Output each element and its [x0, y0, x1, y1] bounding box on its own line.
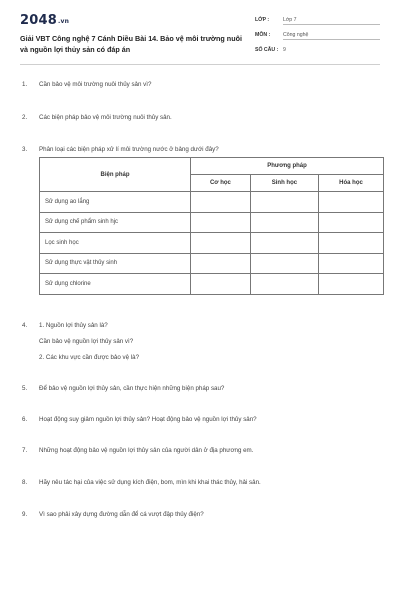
table-cell-empty[interactable] — [318, 192, 383, 213]
table-cell-empty[interactable] — [318, 212, 383, 233]
question-text: Các biện pháp bảo vệ môi trường nuôi thủy sản. — [39, 114, 172, 121]
table-row — [40, 192, 384, 213]
table-cell-empty[interactable] — [250, 253, 318, 274]
table-header-group: Phương pháp — [191, 158, 384, 175]
meta-count-label: SỐ CÂU : — [255, 47, 279, 53]
table-cell-empty[interactable] — [250, 212, 318, 233]
meta-count-value: 9 — [283, 47, 286, 53]
meta-class-value: Lớp 7 — [283, 17, 297, 23]
table-cell-method: Lọc sinh học — [40, 233, 191, 254]
question-number: 6. — [22, 416, 28, 423]
classification-table — [39, 157, 384, 295]
table-subheader: Cơ học — [191, 175, 251, 192]
table-cell-empty[interactable] — [191, 212, 251, 233]
table-cell-empty[interactable] — [318, 274, 383, 295]
meta-class — [255, 17, 380, 23]
table-cell-empty[interactable] — [318, 233, 383, 254]
question-number: 4. — [22, 322, 28, 329]
table-cell-empty[interactable] — [191, 253, 251, 274]
question-number: 5. — [22, 385, 28, 392]
question-text: Cần bảo vệ môi trường nuôi thủy sản vì? — [39, 81, 152, 88]
question-4 — [22, 322, 108, 329]
question-9 — [22, 511, 204, 518]
question-text: Phân loại các biện pháp xử lí môi trường nước ở bảng dưới đây? — [39, 146, 219, 153]
question-2 — [22, 114, 172, 121]
meta-class-label: LỚP : — [255, 17, 270, 23]
logo-suffix: .vn — [57, 18, 70, 25]
logo-text: 2048 — [20, 13, 57, 28]
meta-subject — [255, 32, 380, 38]
question-text: 1. Nguồn lợi thủy sản là? — [39, 322, 108, 329]
table-row — [40, 253, 384, 274]
table-cell-empty[interactable] — [250, 274, 318, 295]
question-number: 9. — [22, 511, 28, 518]
question-number: 3. — [22, 146, 28, 153]
question-number: 2. — [22, 114, 28, 121]
question-7 — [22, 447, 253, 454]
question-5 — [22, 385, 224, 392]
site-logo[interactable] — [20, 13, 69, 28]
meta-divider — [283, 24, 380, 25]
question-text: Để bảo vệ nguồn lợi thủy sản, cần thực hiện những biện pháp sau? — [39, 385, 225, 392]
table-cell-method: Sử dụng chlorine — [40, 274, 191, 295]
table-cell-empty[interactable] — [318, 253, 383, 274]
question-number: 8. — [22, 479, 28, 486]
question-8 — [22, 479, 261, 486]
meta-divider — [283, 39, 380, 40]
question-text: Vì sao phải xây dựng đường dẫn để cá vượt đập thủy điện? — [39, 511, 204, 518]
meta-subject-value: Công nghệ — [283, 32, 309, 38]
table-subheader: Sinh học — [250, 175, 318, 192]
table-cell-method: Sử dụng thực vật thủy sinh — [40, 253, 191, 274]
table-cell-method: Sử dụng chế phẩm sinh hjc — [40, 212, 191, 233]
question-1 — [22, 81, 151, 88]
table-cell-empty[interactable] — [191, 233, 251, 254]
document-title: Giải VBT Công nghệ 7 Cánh Diều Bài 14. Bảo vệ môi trường nuôi và nguồn lợi thủy sản có đáp án — [20, 34, 242, 54]
question-text: Hãy nêu tác hại của việc sử dụng kích điện, bom, mìn khi khai thác thủy, hải sản. — [39, 479, 261, 486]
question-4-subline: Cần bảo vệ nguồn lợi thủy sản vì? — [39, 338, 134, 345]
question-3 — [22, 146, 219, 153]
question-number: 7. — [22, 447, 28, 454]
question-text: Những hoạt động bảo vệ nguồn lợi thủy sản của người dân ở địa phương em. — [39, 447, 254, 454]
table-cell-empty[interactable] — [191, 274, 251, 295]
question-6 — [22, 416, 257, 423]
header-divider — [20, 64, 380, 65]
table-row — [40, 212, 384, 233]
table-row — [40, 233, 384, 254]
table-subheader: Hóa học — [318, 175, 383, 192]
table-header-method: Biện pháp — [40, 158, 191, 192]
table-cell-empty[interactable] — [191, 192, 251, 213]
table-cell-method: Sử dụng ao lắng — [40, 192, 191, 213]
table-cell-empty[interactable] — [250, 233, 318, 254]
table-cell-empty[interactable] — [250, 192, 318, 213]
question-number: 1. — [22, 81, 28, 88]
table-row — [40, 274, 384, 295]
meta-count — [255, 47, 380, 53]
question-text: Hoạt động suy giảm nguồn lợi thủy sản? Hoạt động bảo vệ nguồn lợi thủy sản? — [39, 416, 257, 423]
question-4-subline: 2. Các khu vực cần được bảo vệ là? — [39, 354, 140, 361]
meta-subject-label: MÔN : — [255, 32, 271, 38]
